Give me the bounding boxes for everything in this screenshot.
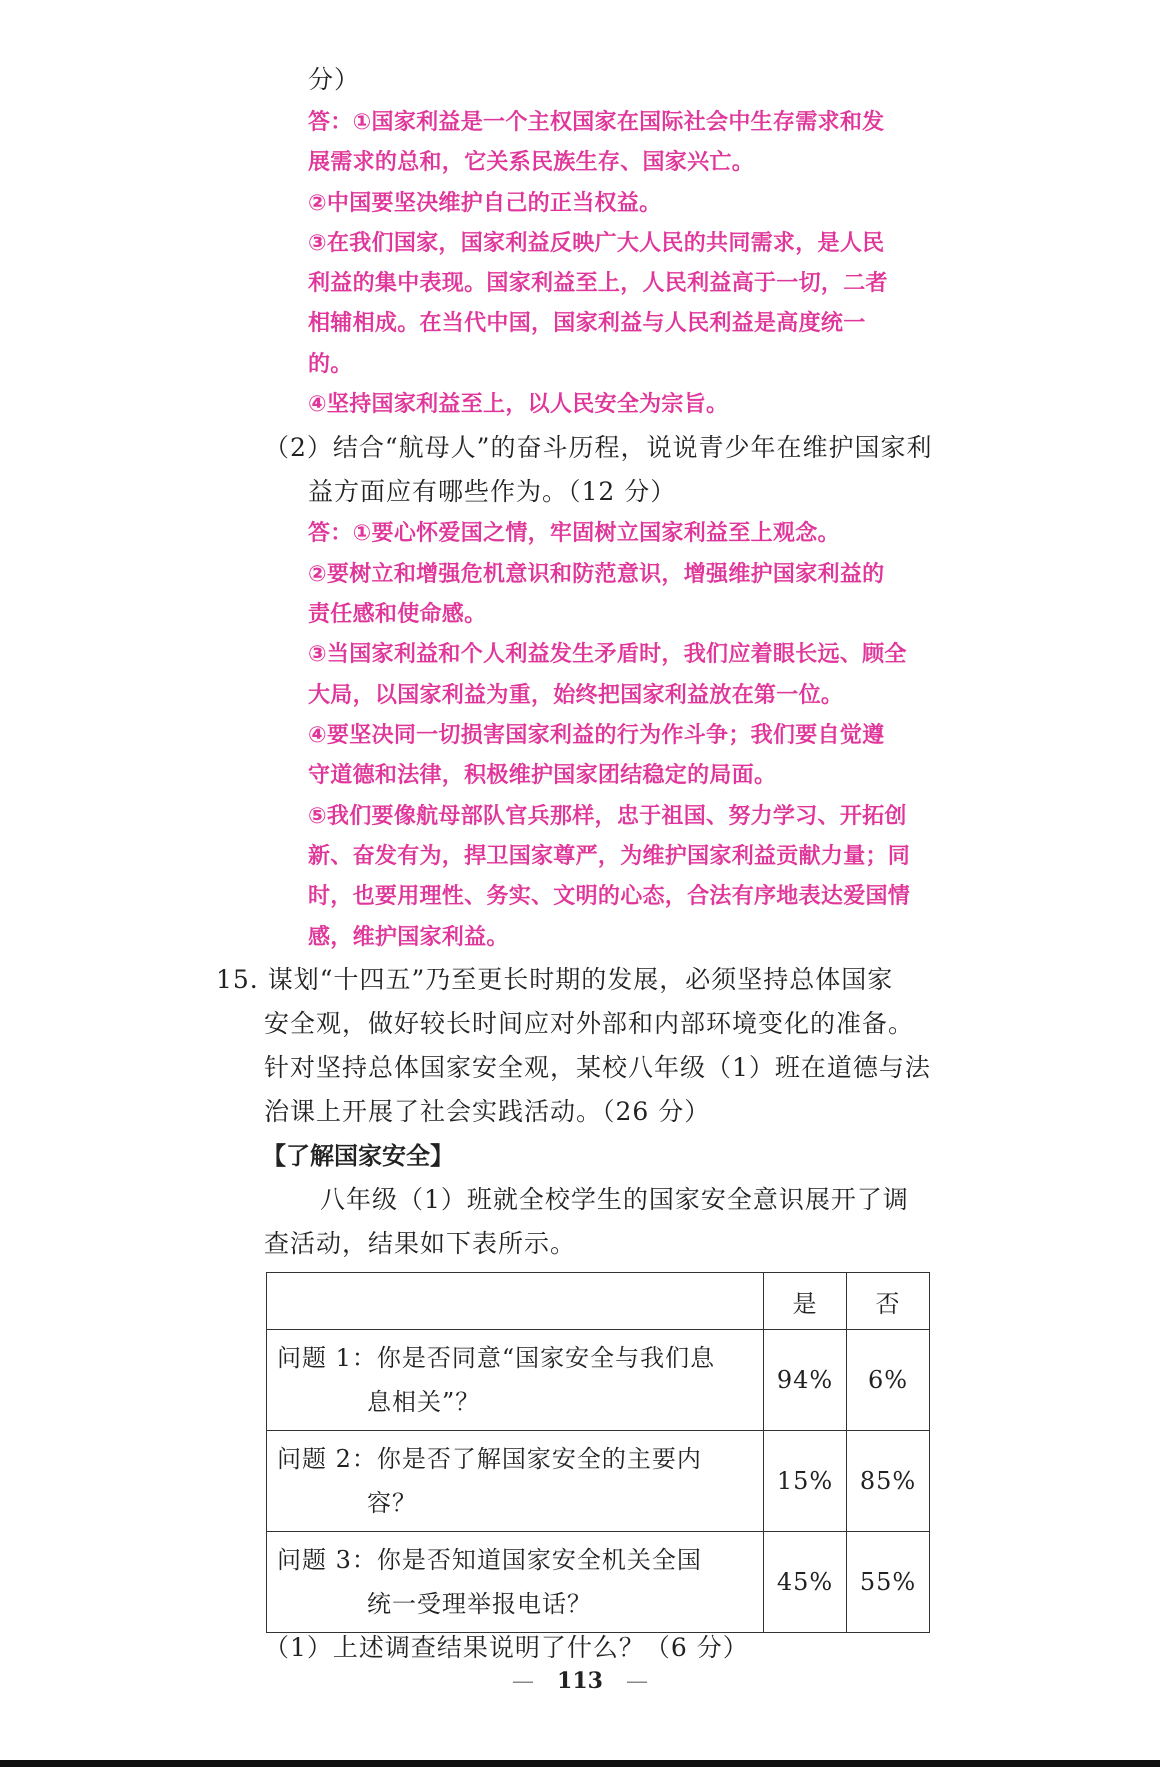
table-header-no: 否 <box>847 1273 930 1330</box>
question-line: 查活动，结果如下表所示。 <box>264 1229 577 1258</box>
answer-line: 大局，以国家利益为重，始终把国家利益放在第一位。 <box>308 683 844 708</box>
question-cell <box>267 1532 764 1633</box>
no-cell: 85% <box>847 1431 930 1532</box>
yes-cell: 15% <box>764 1431 847 1532</box>
question-line: 安全观，做好较长时间应对外部和内部环境变化的准备。 <box>264 1009 915 1038</box>
footer-dash-left: — <box>512 1669 535 1694</box>
bottom-edge-bar <box>0 1760 1160 1767</box>
question-line: 治课上开展了社会实践活动。（26 分） <box>264 1097 711 1126</box>
section-heading: 【了解国家安全】 <box>262 1142 454 1170</box>
answer-line: ②中国要坚决维护自己的正当权益。 <box>308 191 662 216</box>
answer-line: 答：①要心怀爱国之情，牢固树立国家利益至上观念。 <box>308 521 840 546</box>
answer-line: 感，维护国家利益。 <box>308 925 509 950</box>
question-line: 益方面应有哪些作为。（12 分） <box>308 477 677 506</box>
question-text-cont: 息相关”？ <box>367 1388 481 1416</box>
question-cell <box>267 1330 764 1431</box>
table-row <box>267 1431 930 1532</box>
table-row <box>267 1532 930 1633</box>
answer-line: 相辅相成。在当代中国，国家利益与人民利益是高度统一 <box>308 311 866 336</box>
answer-line: 答：①国家利益是一个主权国家在国际社会中生存需求和发 <box>308 110 885 135</box>
question-text-cont: 容？ <box>367 1489 417 1517</box>
answer-line: ②要树立和增强危机意识和防范意识，增强维护国家利益的 <box>308 562 885 587</box>
table-row <box>267 1330 930 1431</box>
answer-line: 责任感和使命感。 <box>308 602 487 627</box>
question-line: 针对坚持总体国家安全观，某校八年级（1）班在道德与法 <box>264 1053 931 1082</box>
question-text: 问题 1：你是否同意“国家安全与我们息 <box>277 1344 716 1372</box>
page-number: 113 <box>557 1668 603 1694</box>
answer-line: 守道德和法律，积极维护国家团结稳定的局面。 <box>308 763 777 788</box>
answer-line: 的。 <box>308 352 353 377</box>
answer-line: ③当国家利益和个人利益发生矛盾时，我们应着眼长远、顾全 <box>308 642 907 667</box>
question-line: 15. 谋划“十四五”乃至更长时期的发展，必须坚持总体国家 <box>216 965 894 994</box>
question-line: （1）上述调查结果说明了什么？（6 分） <box>264 1633 749 1662</box>
no-cell: 6% <box>847 1330 930 1431</box>
question-line: （2）结合“航母人”的奋斗历程，说说青少年在维护国家利 <box>264 433 933 462</box>
answer-line: 时，也要用理性、务实、文明的心态，合法有序地表达爱国情 <box>308 884 911 909</box>
question-text-cont: 统一受理举报电话？ <box>367 1590 592 1618</box>
question-line: 分） <box>308 65 361 94</box>
table-header-yes: 是 <box>764 1273 847 1330</box>
table-header-blank <box>267 1273 764 1330</box>
question-line: 八年级（1）班就全校学生的国家安全意识展开了调 <box>320 1185 909 1214</box>
answer-line: 利益的集中表现。国家利益至上，人民利益高于一切，二者 <box>308 271 888 296</box>
yes-cell: 94% <box>764 1330 847 1431</box>
question-cell <box>267 1431 764 1532</box>
answer-line: 展需求的总和，它关系民族生存、国家兴亡。 <box>308 150 755 175</box>
answer-line: ⑤我们要像航母部队官兵那样，忠于祖国、努力学习、开拓创 <box>308 804 907 829</box>
question-text: 问题 3：你是否知道国家安全机关全国 <box>277 1546 702 1574</box>
answer-line: ④要坚决同一切损害国家利益的行为作斗争；我们要自觉遵 <box>308 723 885 748</box>
answer-line: 新、奋发有为，捍卫国家尊严，为维护国家利益贡献力量；同 <box>308 844 911 869</box>
no-cell: 55% <box>847 1532 930 1633</box>
answer-line: ④坚持国家利益至上，以人民安全为宗旨。 <box>308 392 729 417</box>
answer-line: ③在我们国家，国家利益反映广大人民的共同需求，是人民 <box>308 231 885 256</box>
yes-cell: 45% <box>764 1532 847 1633</box>
footer-dash-right: — <box>625 1669 648 1694</box>
survey-table <box>266 1272 930 1633</box>
table-header-row <box>267 1273 930 1330</box>
question-text: 问题 2：你是否了解国家安全的主要内 <box>277 1445 702 1473</box>
page-footer <box>0 1668 1160 1694</box>
